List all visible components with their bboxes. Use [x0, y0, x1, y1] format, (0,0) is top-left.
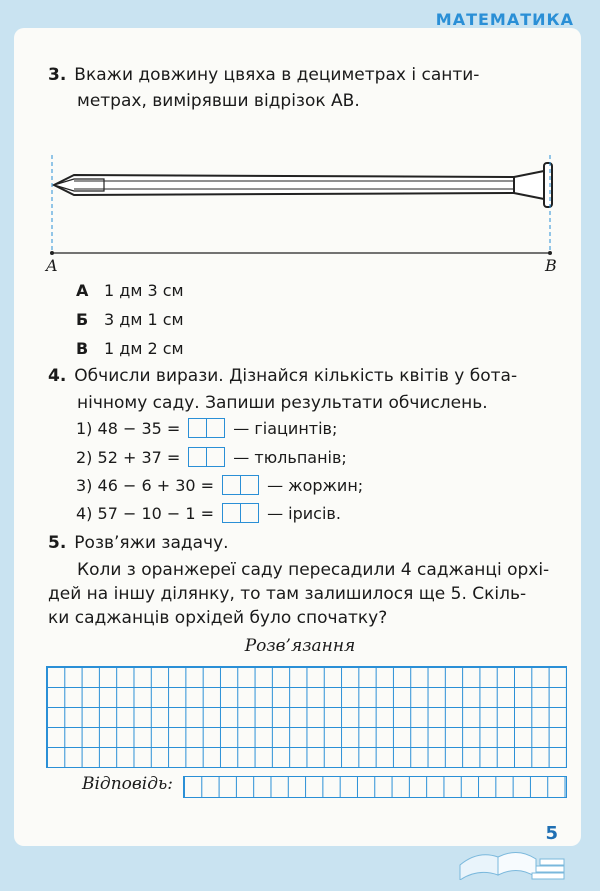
expression-1: [76, 418, 337, 438]
task4-line1: [48, 363, 517, 390]
page-number: 5: [545, 823, 558, 844]
subject-tab: МАТЕМАТИКА: [435, 10, 574, 29]
answer-boxes[interactable]: [188, 418, 225, 438]
option-letter: Б: [76, 310, 89, 329]
answer-boxes[interactable]: [222, 503, 259, 523]
option-c[interactable]: [76, 339, 184, 358]
task5-title-line: [48, 530, 229, 557]
point-b-label: B: [545, 256, 557, 275]
expression-label: — гіацинтів;: [233, 418, 338, 438]
option-letter: А: [76, 281, 89, 300]
expression-text: 3) 46 − 6 + 30 =: [76, 475, 215, 495]
option-text: 3 дм 1 см: [104, 310, 184, 329]
expression-text: 1) 48 − 35 =: [76, 418, 181, 438]
expression-3: [76, 475, 363, 495]
task4-number: 4.: [48, 366, 67, 386]
answer-boxes[interactable]: [222, 475, 259, 495]
option-b[interactable]: [76, 310, 184, 329]
option-letter: В: [76, 339, 89, 358]
point-a-label: A: [46, 256, 58, 275]
answer-boxes[interactable]: [188, 447, 225, 467]
task3-line1: [48, 62, 479, 88]
expression-label: — ірисів.: [267, 503, 341, 523]
expression-label: — жоржин;: [267, 475, 364, 495]
task4-text1: Обчисли вирази. Дізнайся кількість квітів у бота-: [74, 366, 518, 386]
nail-illustration: [44, 155, 564, 270]
solution-title: Розв’язання: [244, 636, 356, 656]
task5-line3: ки саджанців орхідей було спочатку?: [48, 608, 388, 628]
solution-grid[interactable]: [46, 666, 567, 768]
task3-text1: Вкажи довжину цвяха в дециметрах і санти-: [74, 65, 480, 85]
task5-title: Розв’яжи задачу.: [74, 533, 229, 553]
answer-label: Відповідь:: [82, 774, 173, 794]
expression-4: [76, 503, 341, 523]
task5-line1: Коли з оранжереї саду пересадили 4 саджанці орхі-: [77, 560, 550, 580]
answer-grid[interactable]: [183, 776, 567, 798]
option-a[interactable]: [76, 281, 184, 300]
task3-number: 3.: [48, 65, 67, 85]
task5-line2: дей на іншу ділянку, то там залишилося ще 5. Скіль-: [48, 584, 527, 604]
task5-number: 5.: [48, 533, 67, 553]
option-text: 1 дм 3 см: [104, 281, 184, 300]
expression-label: — тюльпанів;: [233, 447, 347, 467]
expression-text: 4) 57 − 10 − 1 =: [76, 503, 215, 523]
task4-text2: нічному саду. Запиши результати обчислень.: [77, 393, 488, 413]
option-text: 1 дм 2 см: [104, 339, 184, 358]
expression-2: [76, 447, 347, 467]
nail-icon: [54, 163, 552, 207]
expression-text: 2) 52 + 37 =: [76, 447, 181, 467]
task3-text2: метрах, вимірявши відрізок AB.: [77, 91, 360, 111]
